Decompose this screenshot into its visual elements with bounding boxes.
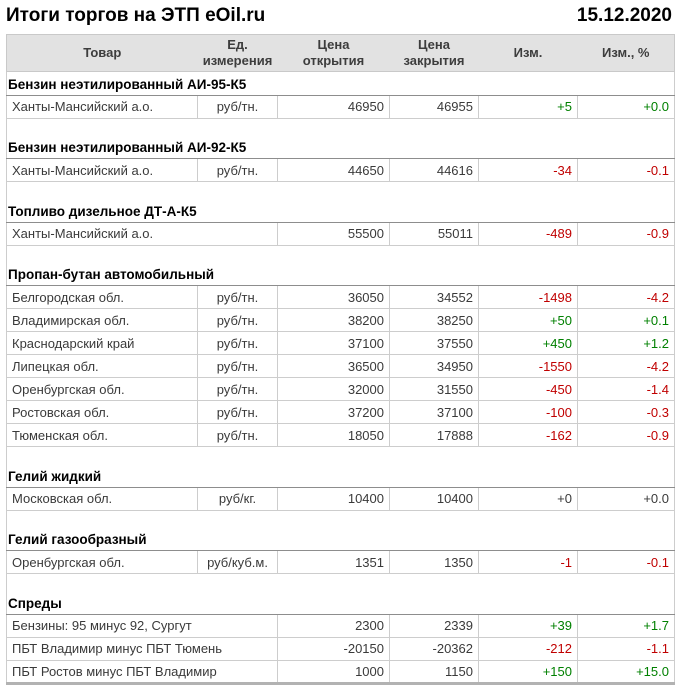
table-row: [7, 332, 675, 355]
section-title: Бензин неэтилированный АИ-92-К5: [7, 138, 675, 159]
cell-close-price: 44616: [390, 159, 479, 182]
cell-unit: руб/тн.: [198, 378, 278, 401]
section-title-row: [7, 530, 675, 551]
cell-change: -1550: [479, 355, 578, 378]
cell-open-price: 55500: [278, 222, 390, 245]
table-row: [7, 637, 675, 660]
cell-close-price: 1150: [390, 660, 479, 683]
cell-open-price: 36500: [278, 355, 390, 378]
cell-change: +0: [479, 487, 578, 510]
table-row: [7, 222, 675, 245]
cell-open-price: 44650: [278, 159, 390, 182]
table-row: [7, 309, 675, 332]
cell-change-pct: -0.1: [578, 551, 675, 574]
cell-product: Оренбургская обл.: [7, 378, 198, 401]
cell-close-price: 55011: [390, 222, 479, 245]
cell-change: -489: [479, 222, 578, 245]
cell-product: Оренбургская обл.: [7, 551, 198, 574]
cell-open-price: 46950: [278, 95, 390, 118]
cell-change: +50: [479, 309, 578, 332]
cell-product: Владимирская обл.: [7, 309, 198, 332]
cell-change-pct: +0.0: [578, 95, 675, 118]
section-title-row: [7, 467, 675, 488]
cell-close-price: 37550: [390, 332, 479, 355]
cell-unit: руб/тн.: [198, 332, 278, 355]
column-header: Цена открытия: [278, 35, 390, 72]
cell-change: +450: [479, 332, 578, 355]
table-body: [7, 72, 675, 684]
section-title-row: [7, 75, 675, 96]
cell-unit: руб/тн.: [198, 95, 278, 118]
cell-change-pct: +15.0: [578, 660, 675, 683]
cell-change-pct: -0.9: [578, 222, 675, 245]
cell-product: Ханты-Мансийский а.о.: [7, 222, 278, 245]
cell-product: Ханты-Мансийский а.о.: [7, 159, 198, 182]
cell-open-price: 1351: [278, 551, 390, 574]
section-gap: [7, 118, 675, 138]
cell-open-price: 38200: [278, 309, 390, 332]
cell-change-pct: -1.1: [578, 637, 675, 660]
cell-open-price: 37200: [278, 401, 390, 424]
section-title-row: [7, 265, 675, 286]
cell-open-price: 37100: [278, 332, 390, 355]
cell-product: Бензины: 95 минус 92, Сургут: [7, 614, 278, 637]
cell-product: Краснодарский край: [7, 332, 198, 355]
cell-change-pct: +0.0: [578, 487, 675, 510]
table-row: [7, 660, 675, 683]
cell-close-price: 37100: [390, 401, 479, 424]
section-title: Гелий жидкий: [7, 467, 675, 488]
section-gap: [7, 245, 675, 265]
section-title: Гелий газообразный: [7, 530, 675, 551]
cell-change: -162: [479, 424, 578, 447]
titlebar: [6, 5, 674, 34]
cell-change: -1498: [479, 286, 578, 309]
cell-change: +39: [479, 614, 578, 637]
cell-change-pct: -4.2: [578, 355, 675, 378]
cell-product: Белгородская обл.: [7, 286, 198, 309]
table-row: [7, 355, 675, 378]
cell-product: Ростовская обл.: [7, 401, 198, 424]
cell-open-price: 18050: [278, 424, 390, 447]
cell-close-price: 31550: [390, 378, 479, 401]
trades-table: [6, 34, 675, 685]
cell-close-price: 17888: [390, 424, 479, 447]
section-title-row: [7, 202, 675, 223]
cell-close-price: 34552: [390, 286, 479, 309]
cell-open-price: 10400: [278, 487, 390, 510]
cell-open-price: 36050: [278, 286, 390, 309]
section-title: Топливо дизельное ДТ-А-К5: [7, 202, 675, 223]
column-header: Изм.: [479, 35, 578, 72]
cell-unit: руб/тн.: [198, 159, 278, 182]
cell-change: -34: [479, 159, 578, 182]
cell-change: -100: [479, 401, 578, 424]
cell-unit: руб/куб.м.: [198, 551, 278, 574]
cell-change-pct: -4.2: [578, 286, 675, 309]
cell-change-pct: -0.3: [578, 401, 675, 424]
cell-unit: руб/кг.: [198, 487, 278, 510]
cell-close-price: -20362: [390, 637, 479, 660]
cell-product: ПБТ Владимир минус ПБТ Тюмень: [7, 637, 278, 660]
cell-change: +150: [479, 660, 578, 683]
column-header: Изм., %: [578, 35, 675, 72]
cell-change-pct: +0.1: [578, 309, 675, 332]
cell-open-price: -20150: [278, 637, 390, 660]
column-header: Товар: [7, 35, 198, 72]
table-row: [7, 159, 675, 182]
section-gap: [7, 182, 675, 202]
section-title: Бензин неэтилированный АИ-95-К5: [7, 75, 675, 96]
header-row: [7, 35, 675, 72]
cell-unit: руб/тн.: [198, 355, 278, 378]
cell-change: -1: [479, 551, 578, 574]
table-row: [7, 378, 675, 401]
cell-unit: руб/тн.: [198, 401, 278, 424]
cell-product: ПБТ Ростов минус ПБТ Владимир: [7, 660, 278, 683]
cell-close-price: 1350: [390, 551, 479, 574]
section-gap: [7, 574, 675, 594]
column-header: Ед. измерения: [198, 35, 278, 72]
table-row: [7, 551, 675, 574]
section-title-row: [7, 138, 675, 159]
cell-change: -450: [479, 378, 578, 401]
cell-change-pct: -0.9: [578, 424, 675, 447]
cell-close-price: 46955: [390, 95, 479, 118]
table-row: [7, 614, 675, 637]
cell-open-price: 1000: [278, 660, 390, 683]
cell-close-price: 10400: [390, 487, 479, 510]
cell-open-price: 32000: [278, 378, 390, 401]
cell-close-price: 2339: [390, 614, 479, 637]
cell-product: Липецкая обл.: [7, 355, 198, 378]
section-gap: [7, 510, 675, 530]
report-date: 15.12.2020: [576, 5, 672, 26]
table-row: [7, 401, 675, 424]
cell-change-pct: -1.4: [578, 378, 675, 401]
cell-unit: руб/тн.: [198, 424, 278, 447]
cell-change-pct: -0.1: [578, 159, 675, 182]
cell-product: Тюменская обл.: [7, 424, 198, 447]
section-gap: [7, 447, 675, 467]
table-row: [7, 95, 675, 118]
section-title: Спреды: [7, 594, 675, 615]
section-title: Пропан-бутан автомобильный: [7, 265, 675, 286]
table-row: [7, 424, 675, 447]
section-title-row: [7, 594, 675, 615]
cell-change-pct: +1.7: [578, 614, 675, 637]
cell-change: -212: [479, 637, 578, 660]
page-title: Итоги торгов на ЭТП eOil.ru: [6, 5, 266, 26]
cell-unit: руб/тн.: [198, 286, 278, 309]
cell-change-pct: +1.2: [578, 332, 675, 355]
cell-close-price: 38250: [390, 309, 479, 332]
cell-product: Московская обл.: [7, 487, 198, 510]
column-header: Цена закрытия: [390, 35, 479, 72]
cell-unit: руб/тн.: [198, 309, 278, 332]
cell-product: Ханты-Мансийский а.о.: [7, 95, 198, 118]
cell-open-price: 2300: [278, 614, 390, 637]
table-row: [7, 286, 675, 309]
cell-close-price: 34950: [390, 355, 479, 378]
cell-change: +5: [479, 95, 578, 118]
table-row: [7, 487, 675, 510]
